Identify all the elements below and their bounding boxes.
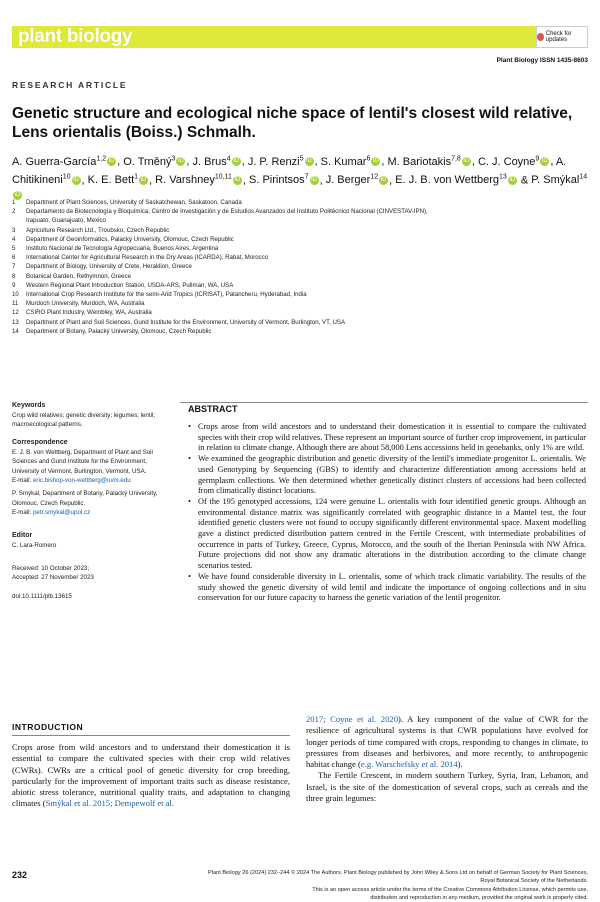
correspondence-heading: Correspondence	[12, 438, 68, 446]
orcid-icon[interactable]: iD	[463, 158, 470, 165]
author-name: K. E. Bett	[87, 174, 135, 187]
abstract-heading: ABSTRACT	[188, 404, 238, 414]
body-column-left	[12, 742, 290, 810]
author-affiliation-sup: 7,8	[451, 155, 461, 162]
footer-line-3: This is an open access article under the terms of the Creative Commons Attribution License, which permits use,	[312, 886, 588, 893]
abstract-bullet	[188, 572, 586, 604]
author-affiliation-sup: 4	[226, 155, 231, 162]
author	[193, 156, 242, 168]
author-name: C. J. Coyne	[477, 155, 536, 168]
author-name: P. Smýkal	[531, 174, 580, 187]
journal-banner	[12, 26, 588, 48]
affiliation-number: 3	[12, 226, 16, 234]
author-name: S. Kumar	[320, 155, 367, 168]
citation-link[interactable]: Smýkal et al. 2015; Dempewolf et al.	[45, 798, 175, 809]
author-name: J. Brus	[192, 155, 227, 168]
author-affiliation-sup: 3	[171, 155, 176, 162]
citation-link[interactable]: e.g. Warschefsky et al. 2014	[360, 759, 458, 770]
orcid-icon[interactable]: iD	[380, 176, 387, 183]
author-name: J. P. Renzi	[247, 155, 300, 168]
article-title: Genetic structure and ecological niche space of lentil's closest wild relative, Lens orientalis (Boiss.) Schmalh.	[12, 105, 573, 141]
affiliation-item	[12, 290, 588, 299]
orcid-icon[interactable]: iD	[14, 191, 21, 198]
affiliation-number: 5	[12, 245, 16, 253]
orcid-icon[interactable]: iD	[233, 158, 240, 165]
footer-line-1: Plant Biology 26 (2024) 232–244 © 2024 The Authors. Plant Biology published by John Wiley & Sons Ltd on behalf of German Society for Plant Sciences,	[208, 870, 588, 876]
affiliation-item	[12, 281, 588, 290]
orcid-icon[interactable]: iD	[140, 176, 147, 183]
issn-label: Plant Biology ISSN 1435-8603	[496, 57, 588, 64]
bullet-icon: •	[188, 422, 191, 431]
affiliation-text: Murdoch University, Murdoch, WA, Australia	[26, 300, 145, 308]
keywords-text: Crop wild relatives; genetic diversity; legumes; lentil; macroecological patterns.	[12, 412, 156, 429]
affiliation-item	[12, 244, 588, 253]
orcid-icon[interactable]: iD	[541, 158, 548, 165]
abstract-bullet-text: We examined the geographic distribution and genetic diversity of the lentil's immediate progenitor L. orientalis. We used Genotyping by Sequencing (GBS) to identify and characterize differentiation among accessions held at germplasm collections. We then determined whether genetically distinct clusters of accessions had been collected from climatically distinct locations.	[198, 454, 586, 496]
orcid-icon[interactable]: iD	[509, 176, 516, 183]
affiliation-number: 7	[12, 263, 16, 271]
abstract-bullet	[188, 422, 586, 454]
orcid-icon[interactable]: iD	[73, 176, 79, 183]
check-updates-label: Check for updates	[545, 31, 572, 43]
author	[88, 174, 149, 186]
orcid-icon[interactable]: iD	[108, 158, 115, 165]
email-label-2: E-mail:	[12, 509, 33, 517]
author-affiliation-sup: 10,11	[214, 173, 232, 181]
introduction-divider	[12, 735, 290, 736]
affiliation-text: International Crop Research Institute for the semi-Arid Tropics (ICRISAT), Patancheru, Hyderabad, India	[26, 291, 307, 299]
email-link-1[interactable]: eric.bishop-von-wettberg@uvm.edu	[32, 477, 131, 485]
author-name: E. J. B. von Wettberg	[395, 174, 499, 187]
affiliation-text: Department of Plant and Soil Sciences, Gund Institute for the Environment, University of Vermont, Burlington, VT, USA	[26, 318, 346, 326]
affiliation-number: 8	[12, 272, 16, 280]
affiliation-text: International Center for Agricultural Research in the Dry Areas (ICARDA), Rabat, Morocco	[26, 254, 269, 262]
update-badge-icon	[537, 33, 544, 41]
affiliation-text: Instituto Nacional de Tecnología Agropecuaria, Buenos Aires, Argentina	[26, 245, 219, 253]
author-affiliation-sup: 13	[498, 173, 507, 181]
citation-link[interactable]: 2017; Coyne et al. 2020	[306, 714, 398, 724]
email-link-2[interactable]: petr.smykal@upol.cz	[32, 509, 91, 517]
author-name: A. Chitikineni	[12, 155, 567, 187]
author-name: R. Varshney	[155, 174, 215, 187]
affiliation-item	[12, 308, 588, 317]
orcid-icon[interactable]: iD	[178, 158, 184, 165]
affiliation-list	[12, 198, 588, 336]
body-column-right	[306, 714, 588, 804]
affiliation-text: Department of Biology, University of Crete, Heraklion, Greece	[26, 263, 192, 271]
keywords-heading: Keywords	[12, 402, 46, 409]
author	[123, 156, 186, 168]
author-affiliation-sup: 7	[304, 173, 309, 181]
doi[interactable]: doi:10.1111/plb.13615	[12, 592, 72, 600]
orcid-icon[interactable]: iD	[306, 158, 312, 165]
author-affiliation-sup: 5	[299, 155, 304, 162]
author-name: O. Trněný	[123, 155, 172, 168]
abstract-bullet-text: We have found considerable diversity in L. orientalis, some of which track climatic variability. The results of the study showed the genetic diversity of wild lentil and indicate the importance of ongoing collections and in situ conservation for our future capacity to harness the genetic variation of the lentil progenitor.	[198, 571, 586, 603]
affiliation-number: 2	[12, 208, 16, 216]
author-name: M. Bariotakis	[387, 155, 452, 168]
bullet-icon: •	[188, 496, 191, 506]
affiliation-number: 14	[12, 327, 19, 335]
abstract-bullet	[188, 454, 586, 497]
affiliation-item	[12, 226, 588, 235]
author	[248, 156, 315, 168]
author	[321, 156, 382, 168]
article-type: RESEARCH ARTICLE	[12, 80, 128, 90]
affiliation-number: 12	[12, 309, 19, 317]
affiliation-number: 1	[12, 199, 16, 206]
footer-line-2: Royal Botanical Society of the Netherlands.	[480, 878, 588, 885]
affiliation-number	[12, 216, 26, 225]
bullet-icon: •	[188, 454, 191, 464]
author	[155, 174, 243, 186]
author-affiliation-sup: 9	[535, 155, 540, 162]
author-name: S. Pirintsos	[249, 174, 305, 187]
received-date: Received: 10 October 2023;	[12, 565, 90, 573]
abstract-bullet-text: Of the 195 genotyped accessions, 124 were genuine L. orientalis with four identified genetic groups. Although an environmental distance matrix was significantly correlated with geographic distance in a Mantel test, the four identified genetic clusters were not found to occupy significantly different environmental space. Maxent modelling gave a distinct predicted distribution pattern centred in the Fertile Crescent, with intermediate probabilities of occurrence in parts of Turkey, Greece, Cyprus, Morocco, and the south of the Iberian Peninsula with NW Africa. Future projections did not show any dramatic alterations in the distribution according to the climate change scenarios tested.	[198, 496, 586, 571]
orcid-icon[interactable]: iD	[311, 176, 317, 183]
author-affiliation-sup: 1	[134, 173, 139, 181]
journal-logo[interactable]: plant biology	[18, 26, 133, 47]
author	[395, 174, 518, 186]
affiliation-item	[12, 299, 588, 308]
affiliation-text: Department of Plant Sciences, University of Saskatchewan, Saskatoon, Canada	[26, 199, 242, 206]
affiliation-text: Botanical Garden, Rethymnon, Greece	[26, 272, 132, 280]
author	[478, 156, 550, 168]
affiliation-number: 4	[12, 235, 16, 243]
editor-heading: Editor	[12, 531, 33, 539]
affiliation-item	[12, 318, 588, 327]
abstract-bullet	[188, 497, 586, 572]
affiliation-item	[12, 327, 588, 336]
affiliation-text: Agriculture Research Ltd., Troubsko, Czech Republic	[26, 226, 170, 234]
page-number: 232	[12, 870, 28, 880]
affiliation-number: 6	[12, 254, 16, 262]
author-affiliation-sup: 14	[579, 173, 588, 181]
editor-name: C. Lara-Romero	[12, 541, 57, 549]
affiliation-number: 9	[12, 281, 16, 289]
orcid-icon[interactable]: iD	[234, 176, 241, 183]
affiliation-item	[12, 272, 588, 281]
affiliation-item	[12, 198, 588, 207]
intro-paragraph-1-cont: ). A key component of the value of CWR for the resilience of agricultural systems is that CWR populations have evolved for longer periods of time compared with crops, responding to changes in climate, to pressures from diseases and herbivores, and more recently, to anthropogenic habitat change (	[306, 714, 588, 770]
author	[326, 174, 389, 186]
affiliation-text: CSIRO Plant Industry, Wembley, WA, Australia	[26, 309, 152, 317]
email-label-1: E-mail:	[12, 477, 33, 485]
intro-paragraph-1-end: ).	[457, 759, 463, 770]
author-affiliation-sup: 10	[62, 173, 71, 181]
affiliation-number: 11	[12, 300, 19, 308]
author-affiliation-sup: 12	[370, 173, 379, 181]
abstract-divider	[180, 402, 588, 403]
author-affiliation-sup: 1,2	[96, 155, 107, 162]
article-sidebar	[12, 402, 172, 610]
intro-paragraph-2: The Fertile Crescent, in modern southern Turkey, Syria, Iran, Lebanon, and Israel, is the site of the domestication of several crops, such as cereals and the three grain legumes:	[306, 770, 588, 804]
affiliation-text: Department of Botany, Palacký University, Olomouc, Czech Republic	[26, 327, 212, 335]
footer-line-4: distribution and reproduction in any medium, provided the original work is properly cited.	[370, 894, 588, 901]
affiliation-item	[12, 262, 588, 271]
affiliation-number: 13	[12, 318, 19, 326]
author-name: J. Berger	[325, 174, 371, 187]
author-affiliation-sup: 6	[366, 155, 371, 162]
intro-paragraph-1: Crops arose from wild ancestors and to understand their domestication it is essential to compare the cultivated species with their crop wild relatives (CWRs). CWRs are a critical pool of genetic diversity for crop breeding, particularly for the improvement of important traits such as disease resistance, abiotic stress tolerance, nutritional quality traits, and adaptation to changing climates (	[12, 742, 290, 809]
orcid-icon[interactable]: iD	[373, 158, 379, 165]
affiliation-item	[12, 207, 588, 216]
affiliation-item	[12, 216, 588, 225]
correspondence-1: E. J. B. von Wettberg, Department of Plant and Soil Sciences and Gund Institute for the Environment, University of Vermont, Burlington, Vermont, USA.	[12, 448, 153, 475]
bullet-icon: •	[188, 571, 191, 581]
affiliation-text: Irapuato, Guanajuato, Mexico	[26, 217, 106, 225]
introduction-heading: INTRODUCTION	[12, 722, 84, 732]
affiliation-text: Western Regional Plant Introduction Station, USDA-ARS, Pullman, WA, USA	[26, 281, 234, 289]
copyright-footer	[70, 869, 588, 902]
abstract-bullet-text: Crops arose from wild ancestors and to understand their domestication it is essential to compare the cultivated species with their crop wild relatives. These represent an important source of further crop improvement, in particular in relation to climate change. Although there are about 58,000 Lens accessions held in genebanks, only 1% are wild.	[198, 422, 586, 453]
author	[12, 156, 117, 168]
affiliation-number: 10	[12, 291, 19, 299]
affiliation-text: Department of Geoinformatics, Palacký University, Olomouc, Czech Republic	[26, 235, 234, 243]
check-updates-button[interactable]	[536, 26, 588, 48]
affiliation-item	[12, 235, 588, 244]
author-list: A. Guerra-García$^{1,2}$ iD , O. Trněný$^3$ iD , J. Brus$^4$ iD , J. P. Renzi$^5$ iD , S. Kumar$^6$ iD , M. Bariotakis$^{7,8}$ iD , C. J. Coyne$^9$ iD , A. Chitikineni$^{10}$ iD , K. E. Bett$^1$ iD , R. Varshney$^{10,11}$ iD , S. Pirintsos$^7$ iD , J. Berger$^{12}$ iD , E. J. B. von Wettberg$^{13}$ iD & P. Smýkal$^{14}$iD	[12, 151, 588, 203]
author	[249, 174, 320, 186]
affiliation-text: Departamento de Biotecnología y Bioquímica, Centro de Investigación y de Estudios Avanzados del Instituto Politécnico Nacional (CINVESTAV-IPN),	[26, 208, 428, 216]
affiliation-item	[12, 253, 588, 262]
correspondence-2: P. Smýkal, Department of Botany, Palacký University, Olomouc, Czech Republic.	[12, 490, 158, 507]
accepted-date: Accepted: 27 November 2023	[12, 574, 94, 582]
abstract-body	[188, 422, 586, 604]
author-name: A. Guerra-García	[12, 155, 97, 168]
author	[388, 156, 472, 168]
